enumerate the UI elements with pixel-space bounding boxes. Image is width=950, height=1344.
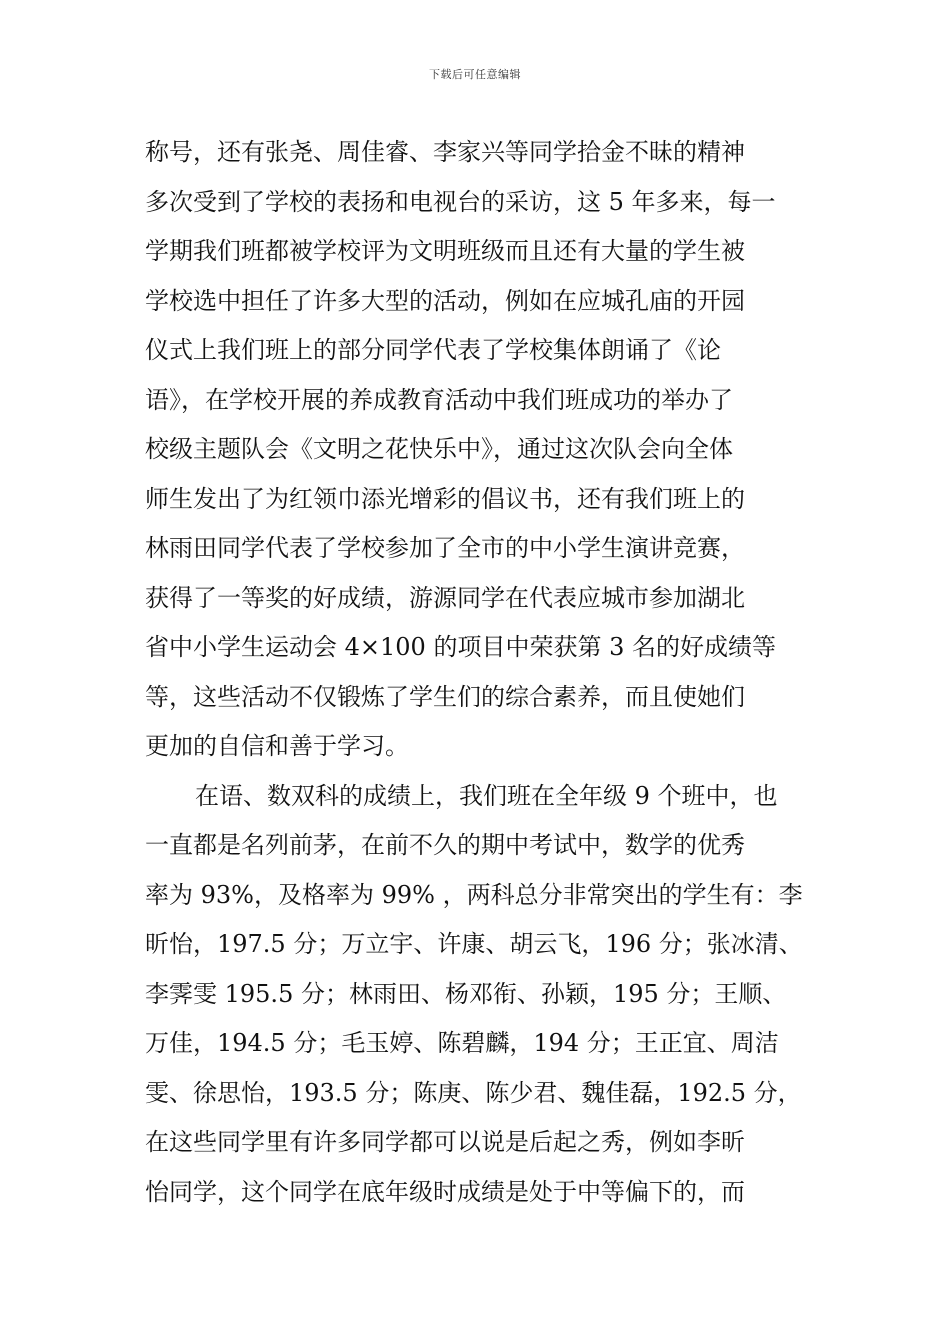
text-line: 更加的自信和善于学习。 <box>145 732 409 760</box>
text-line: 率为 93%，及格率为 99% ，两科总分非常突出的学生有：李 <box>145 880 803 909</box>
text-line: 昕怡，197.5 分；万立宇、许康、胡云飞，196 分；张冰清、 <box>145 930 803 958</box>
text-line: 怡同学，这个同学在底年级时成绩是处于中等偏下的，而 <box>145 1177 745 1206</box>
text-line: 学校选中担任了许多大型的活动，例如在应城孔庙的开园 <box>145 286 745 315</box>
text-line: 林雨田同学代表了学校参加了全市的中小学生演讲竞赛， <box>145 534 745 562</box>
text-line: 李霁雯 195.5 分；林雨田、杨邓衔、孙颖，195 分；王顺、 <box>145 979 787 1008</box>
paragraph-start-line: 在语、数双科的成绩上，我们班在全年级 9 个班中，也 <box>195 781 778 810</box>
text-line: 多次受到了学校的表扬和电视台的采访，这 5 年多来，每一 <box>145 187 776 216</box>
text-line: 师生发出了为红领巾添光增彩的倡议书，还有我们班上的 <box>145 484 745 513</box>
text-line: 校级主题队会《文明之花快乐中》，通过这次队会向全体 <box>145 435 733 463</box>
text-line: 省中小学生运动会 4×100 的项目中荣获第 3 名的好成绩等 <box>145 633 776 661</box>
document-body <box>145 128 825 1217</box>
text-line: 等，这些活动不仅锻炼了学生们的综合素养，而且使她们 <box>145 682 745 711</box>
text-line: 一直都是名列前茅，在前不久的期中考试中，数学的优秀 <box>145 831 745 859</box>
text-line: 学期我们班都被学校评为文明班级而且还有大量的学生被 <box>145 237 745 265</box>
text-line: 仪式上我们班上的部分同学代表了学校集体朗诵了《论 <box>145 336 721 364</box>
text-line: 雯、徐思怡，193.5 分；陈庚、陈少君、魏佳磊，192.5 分， <box>145 1078 802 1107</box>
page-header: 下载后可任意编辑 <box>429 68 521 81</box>
text-line: 获得了一等奖的好成绩，游源同学在代表应城市参加湖北 <box>145 583 745 612</box>
text-line: 在这些同学里有许多同学都可以说是后起之秀，例如李昕 <box>145 1128 745 1156</box>
text-line: 称号，还有张尧、周佳睿、李家兴等同学拾金不昧的精神 <box>145 138 745 166</box>
text-line: 语》，在学校开展的养成教育活动中我们班成功的举办了 <box>145 385 733 414</box>
text-line: 万佳，194.5 分；毛玉婷、陈碧麟，194 分；王正宜、周洁 <box>145 1029 779 1057</box>
